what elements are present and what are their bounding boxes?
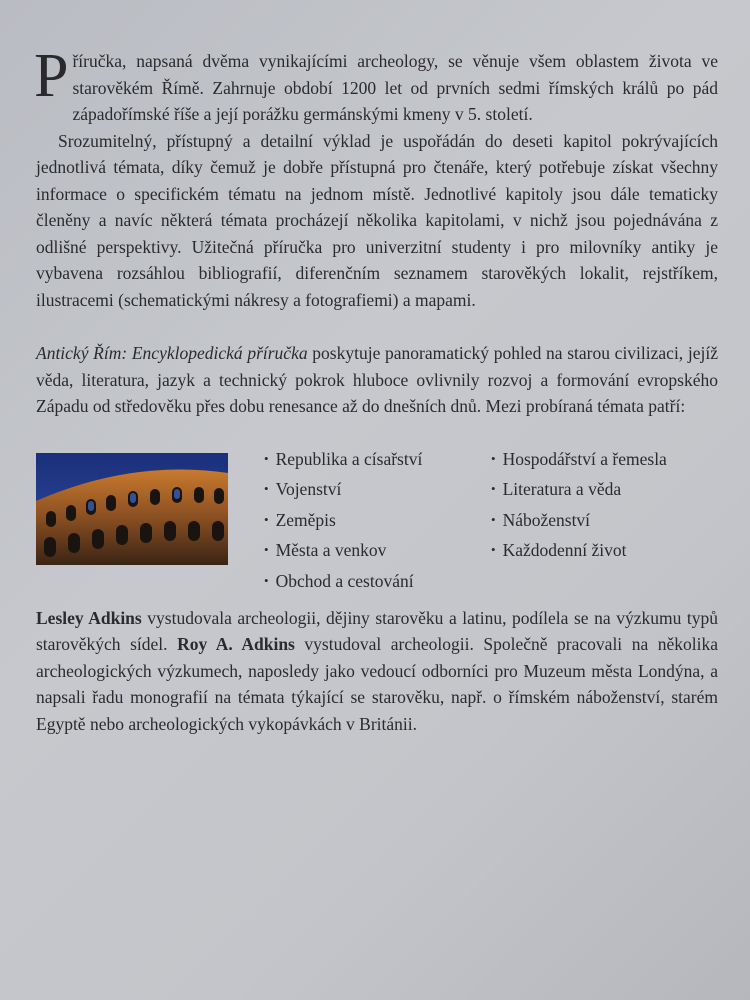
topics-list-left xyxy=(264,445,422,598)
list-item: • Republika a císařství xyxy=(264,445,422,476)
topics-list-right xyxy=(491,445,667,567)
book-title: Antický Řím: Encyklopedická příručka xyxy=(36,343,308,363)
author-name-1: Lesley Adkins xyxy=(36,607,142,628)
list-item: • Hospodářství a řemesla xyxy=(491,445,667,476)
author-bio-1: vystudovala archeologii, dějiny starověku a latinu, podílela se na výzkumu typů starověkých sídel. xyxy=(36,607,718,654)
author-bio-2: vystudoval archeologii. Společně pracovali na několika archeologických výzkumech, naposledy jako vedoucí odborníci pro Muzeum města Londýna, a napsali řadu monografií na témata týkající se starověku, např. o římském náboženství, starém Egyptě nebo archeologických vykopávkách v Británii. xyxy=(36,634,719,734)
list-item: • Náboženství xyxy=(491,506,667,537)
author-name-2: Roy A. Adkins xyxy=(177,634,295,654)
description-paragraph: Srozumitelný, přístupný a detailní výklad je uspořádán do deseti kapitol pokrývajících jednotlivá témata, díky čemuž je dobře přístupná pro čtenáře, který potřebuje získat všechny informace o specifickém tématu na jednom místě. Jednotlivé kapitoly jsou dále tematicky členěny a navíc některá témata procházejí několika kapitolami, v nichž jsou pojednávána z odlišné perspektivy. Užitečná příručka pro univerzitní studenty i pro milovníky antiky je vybavena rozsáhlou bibliografií, diferenčním seznamem starověkých lokalit, rejstříkem, ilustracemi (schematickými nákresy a fotografiemi) a mapami. xyxy=(36,130,718,310)
summary-paragraph xyxy=(36,340,718,420)
list-item: • Literatura a věda xyxy=(491,475,667,506)
topics-section xyxy=(36,445,718,591)
intro-text: říručka, napsaná dvěma vynikajícími archeology, se věnuje všem oblastem života ve starověkém Římě. Zahrnuje období 1200 let od prvních sedmi římských králů po pád západořímské říše a její porážku germánskými kmeny v 5. století. xyxy=(72,51,718,124)
drop-cap: P xyxy=(34,42,69,110)
list-item: • Obchod a cestování xyxy=(264,567,422,598)
list-item: • Každodenní život xyxy=(491,536,667,567)
colosseum-photo xyxy=(36,453,228,565)
intro-paragraph xyxy=(34,42,718,128)
back-cover-text xyxy=(34,42,719,737)
list-item: • Města a venkov xyxy=(264,536,422,567)
summary-text: poskytuje panoramatický pohled na starou civilizaci, jejíž věda, literatura, jazyk a technický pokrok hluboce ovlivnily rozvoj a formování evropského Západu od středověku přes dobu renesance až do dnešních dnů. Mezi probíraná témata patří: xyxy=(36,343,718,416)
list-item: • Vojenství xyxy=(264,475,422,506)
list-item: • Zeměpis xyxy=(264,506,422,537)
authors-paragraph xyxy=(36,605,718,738)
